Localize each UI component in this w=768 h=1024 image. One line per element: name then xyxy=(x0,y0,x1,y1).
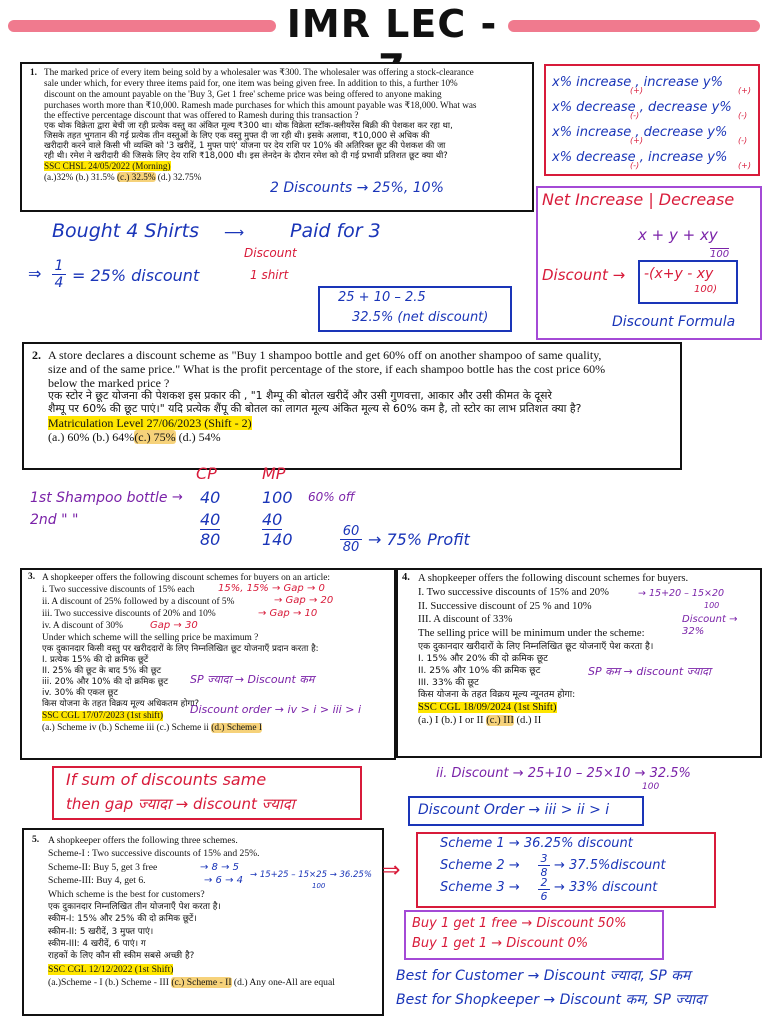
q1-hi-line: जिसके तहत भुगतान की गई प्रत्येक तीन वस्तुओं के लिए एक वस्तु मुफ्त दी जा रही थी। इसके अलावा, ₹10,000 से अधिक की xyxy=(44,130,430,141)
q3-line: iv. A discount of 30% xyxy=(42,621,123,632)
best-shopkeeper: Best for Shopkeeper → Discount कम, SP ज्यादा xyxy=(396,992,707,1008)
q3-note: Gap → 30 xyxy=(150,620,198,631)
frac-den: 6 xyxy=(538,889,550,903)
q5-line: Scheme-I : Two successive discounts of 15% and 25%. xyxy=(48,848,260,860)
rule-a: x% decrease xyxy=(552,150,636,165)
correct-answer: (c.) 75% xyxy=(134,430,176,445)
correct-answer: (d.) Scheme I xyxy=(211,723,262,734)
frac-result: = 25% discount xyxy=(72,266,200,285)
discount-formula: -(x+y - xy xyxy=(644,266,714,282)
q1-hi-line: एक थोक विक्रेता द्वारा बेची जा रही प्रत्येक वस्तु का अंकित मूल्य ₹300 था। थोक विक्रेता स्टॉक-क्लीयरेंस बिक्री की पेशकश कर रहा था, xyxy=(44,120,453,131)
q3-line: iv. 30% की एकल छूट xyxy=(42,688,118,699)
frac-den: 8 xyxy=(538,865,550,879)
sixty-off: 60% off xyxy=(308,490,355,504)
net-den: 100 xyxy=(710,249,730,260)
question-2-box xyxy=(22,342,682,470)
frac-num: 1 xyxy=(54,258,64,274)
rule-b: , decrease y% xyxy=(639,100,732,115)
one-shirt-note: 1 shirt xyxy=(250,268,289,282)
q2-en-line: size and of the same price." What is the profit percentage of the store, if each shampoo bottle has the cost price 60% xyxy=(48,362,606,377)
options: (a.) Scheme iv (b.) Scheme iii (c.) Scheme ii xyxy=(42,723,212,734)
sign-minus: (-) xyxy=(738,136,748,145)
sign-plus: (+) xyxy=(630,136,643,145)
q3-line: किस योजना के तहत विक्रय मूल्य अधिकतम होगा? xyxy=(42,699,200,710)
arrow-icon: ⟶ xyxy=(224,225,245,241)
sign-minus: (-) xyxy=(630,161,640,170)
options: (d.) 32.75% xyxy=(155,171,202,182)
q5-line: स्कीम-III: 4 खरीदें, 6 पाएं। ग xyxy=(48,939,146,950)
q4-note: 100 xyxy=(704,601,720,610)
options: (d.) 54% xyxy=(175,430,221,445)
scheme-fraction xyxy=(538,876,550,903)
question-number: 4. xyxy=(402,572,410,583)
best-customer: Best for Customer → Discount ज्यादा, SP कम xyxy=(396,968,691,984)
q1-hi-line: रही थी। रमेश ने खरीदारी की जिसके लिए देय राशि ₹18,000 थी। इस लेनदेन के दौरान रमेश को दी गई प्रभावी प्रतिशत छूट क्या थी? xyxy=(44,150,448,161)
rule-b: , increase y% xyxy=(635,75,723,90)
q4-line: I. Two successive discounts of 15% and 20% xyxy=(418,586,609,598)
correct-answer: (c.) 32.5% xyxy=(116,171,156,182)
scheme-result: → 33% discount xyxy=(554,880,658,895)
rule-a: x% increase xyxy=(552,75,632,90)
q1-hi-line: खरीदारी करने वाले किसी भी व्यक्ति को '3 खरीदें, 1 मुफ्त पाएं' योजना पर देय राशि पर 10% की अतिरिक्त छूट की पेशकश की जा xyxy=(44,140,446,151)
sign-minus: (-) xyxy=(738,111,748,120)
rule-line: then gap ज्यादा → discount ज्यादा xyxy=(66,795,295,813)
q3-note: SP ज्यादा → Discount कम xyxy=(190,673,315,686)
row2-mp: 40 xyxy=(262,510,283,529)
discount-formula-box xyxy=(638,260,738,304)
q4-line: II. 25% और 10% की क्रमिक छूट xyxy=(418,664,541,676)
arrow-icon: → xyxy=(172,490,183,505)
q1-en-line: discount on the amount payable on the 'Buy 3, Get 1 free' scheme price was being offered to anyone making xyxy=(44,88,442,99)
scheme-fraction xyxy=(538,852,550,879)
fraction xyxy=(52,258,66,291)
rule-line: If sum of discounts same xyxy=(66,770,267,789)
q2-hi-line: एक स्टोर ने छूट योजना की पेशकश इस प्रकार की , "1 शैम्पू की बोतल खरीदें और उसी गुणवत्ता, आकार और उसी कीमत के दूसरे xyxy=(48,389,552,403)
q3-line: i. Two successive discounts of 15% each xyxy=(42,585,195,596)
discount-order: Discount Order → iii > ii > i xyxy=(418,802,610,818)
bought-note: Bought 4 Shirts xyxy=(52,220,199,242)
q4-line: A shopkeeper offers the following discount schemes for buyers. xyxy=(418,573,689,584)
q1-en-line: purchases worth more than ₹10,000. Ramesh made purchases for which this amount payable was ₹18,000. What was xyxy=(44,99,477,110)
net-formula-box xyxy=(536,186,762,340)
arrow-icon: ⇒ xyxy=(382,858,401,883)
header-bar-right xyxy=(508,20,760,32)
q2-en-line: below the marked price ? xyxy=(48,376,170,391)
question-number: 3. xyxy=(28,572,36,582)
q4-line: II. Successive discount of 25 % and 10% xyxy=(418,600,592,612)
q1-en-line: the effective percentage discount that was offered to Ramesh during this transaction ? xyxy=(44,110,359,121)
ii-discount-den: 100 xyxy=(642,782,660,792)
q3-note: → Gap → 10 xyxy=(258,608,318,619)
exam-tag: Matriculation Level 27/06/2023 (Shift - 2) xyxy=(48,415,252,430)
two-discounts-note: 2 Discounts → 25%, 10% xyxy=(270,180,444,196)
sum-mp: 140 xyxy=(262,530,293,549)
q4-line: एक दुकानदार खरीदारों के लिए निम्नलिखित छूट योजनाएँ पेश करता है। xyxy=(418,640,654,652)
q3-line: II. 25% की छूट के बाद 5% की छूट xyxy=(42,666,162,677)
row1-mp: 100 xyxy=(262,488,293,507)
question-number: 1. xyxy=(30,67,37,77)
correct-answer: (c.) Scheme - II xyxy=(171,977,232,989)
q5-line: Which scheme is the best for customers? xyxy=(48,888,205,900)
question-number: 2. xyxy=(32,348,41,362)
frac-den: 4 xyxy=(52,274,66,291)
discount-label: Discount → xyxy=(542,266,626,284)
question-5-box xyxy=(22,828,384,1016)
question-4-box xyxy=(396,568,762,758)
calc-line: 25 + 10 – 2.5 xyxy=(338,290,426,305)
exam-tag: SSC CGL 17/07/2023 (1st shift) xyxy=(42,711,164,722)
q3-note: 15%, 15% → Gap → 0 xyxy=(218,583,325,594)
scheme-line: Scheme 2 → xyxy=(440,858,520,873)
net-discount-box xyxy=(318,286,512,332)
q5-note: → 8 → 5 xyxy=(200,862,240,873)
question-3-box xyxy=(20,568,396,760)
calc-line: 32.5% (net discount) xyxy=(352,310,489,325)
q3-line: I. प्रत्येक 15% की दो क्रमिक छूटें xyxy=(42,655,149,666)
frac-num: 2 xyxy=(540,876,548,889)
q5-line: A shopkeeper offers the following three schemes. xyxy=(48,835,238,846)
rule-a: x% decrease xyxy=(552,100,636,115)
rule-b: , increase y% xyxy=(639,150,728,165)
page-title: IMR LEC - xyxy=(286,2,498,46)
net-title: Net Increase | Decrease xyxy=(542,190,735,209)
frac-num: 3 xyxy=(540,852,548,865)
options: (a.) 60% (b.) 64% xyxy=(48,430,135,445)
discount-order-box xyxy=(408,796,644,826)
exam-tag: SSC CGL 12/12/2022 (1st Shift) xyxy=(48,963,174,975)
q3-note: Discount order → iv > i > iii > i xyxy=(190,703,361,716)
q5-line: राहकों के लिए कौन सी स्कीम सबसे अच्छी है? xyxy=(48,951,195,962)
sign-plus: (+) xyxy=(738,86,751,95)
options: (a.)Scheme - I (b.) Scheme - III xyxy=(48,977,172,989)
q5-line: स्कीम-I: 15% और 25% की दो क्रमिक छूटें। xyxy=(48,914,197,925)
q3-line: Under which scheme will the selling price be maximum ? xyxy=(42,633,259,644)
row2-label: 2nd " " xyxy=(30,512,79,528)
q5-line: Scheme-II: Buy 5, get 3 free xyxy=(48,861,158,873)
net-formula: x + y + xy xyxy=(638,226,718,244)
q4-line: III. 33% की छूट xyxy=(418,676,479,688)
bogo-line: Buy 1 get 1 → Discount 0% xyxy=(412,936,589,951)
q5-line: एक दुकानदार निम्नलिखित तीन योजनाएँ पेश करता है। xyxy=(48,902,221,913)
arrow-icon: ⇒ xyxy=(28,264,42,283)
rule-b: , decrease y% xyxy=(635,125,728,140)
scheme-line: Scheme 3 → xyxy=(440,880,520,895)
header-bar-left xyxy=(8,20,276,32)
q5-note: 100 xyxy=(312,882,326,890)
scheme-line: Scheme 1 → 36.25% discount xyxy=(440,836,633,851)
q3-line: ii. A discount of 25% followed by a discount of 5% xyxy=(42,597,235,608)
q4-note: Discount → 32% xyxy=(682,614,738,637)
sign-minus: (-) xyxy=(630,111,640,120)
ii-discount-note: ii. Discount → 25+10 – 25×10 → 32.5% xyxy=(436,766,691,781)
discount-note: Discount xyxy=(244,246,297,260)
sign-plus: (+) xyxy=(738,161,751,170)
exam-tag: SSC CHSL 24/05/2022 (Morning) xyxy=(44,160,171,171)
sum-cp: 80 xyxy=(200,530,221,549)
profit-den: 80 xyxy=(340,539,362,555)
q5-line: Scheme-III: Buy 4, get 6. xyxy=(48,875,146,887)
question-number: 5. xyxy=(32,834,40,845)
scheme-result: → 37.5%discount xyxy=(554,858,666,873)
q4-line: किस योजना के तहत विक्रय मूल्य न्यूनतम होगा: xyxy=(418,688,576,700)
q3-line: iii. Two successive discounts of 20% and 10% xyxy=(42,609,216,620)
q3-line: A shopkeeper offers the following discount schemes for buyers on an article: xyxy=(42,573,331,583)
rule-box xyxy=(52,766,362,820)
cp-label: CP xyxy=(196,464,217,483)
profit-num: 60 xyxy=(342,524,360,539)
rule-a: x% increase xyxy=(552,125,632,140)
options: (a.)32% (b.) 31.5% xyxy=(44,171,117,182)
q2-hi-line: शैम्पू पर 60% की छूट पाएं।" यदि प्रत्येक शैंपू की बोतल का लागत मूल्य अंकित मूल्य से 60% कम है, तो स्टोर का लाभ प्रतिशत क्या है? xyxy=(48,402,582,416)
options: (a.) I (b.) I or II xyxy=(418,715,487,727)
profit-result: → 75% Profit xyxy=(368,530,470,549)
row1-label: 1st Shampoo bottle xyxy=(30,490,168,506)
q4-line: I. 15% और 20% की दो क्रमिक छूट xyxy=(418,652,548,664)
scheme-box xyxy=(416,832,716,908)
correct-answer: (c.) III xyxy=(486,715,514,727)
q4-note: → 15+20 – 15×20 xyxy=(638,588,725,599)
discount-formula-label: Discount Formula xyxy=(612,314,736,330)
q4-line: The selling price will be minimum under the scheme: xyxy=(418,628,645,640)
paid-note: Paid for 3 xyxy=(290,220,381,242)
q1-en-line: sale under which, for every three items paid for, one item was being given free. In addition to this, a further 10% xyxy=(44,77,458,88)
discount-den: 100) xyxy=(694,284,717,295)
row2-cp: 40 xyxy=(200,510,221,529)
q5-note: → 6 → 4 xyxy=(204,875,244,886)
q3-note: → Gap → 20 xyxy=(274,595,334,606)
bogo-box xyxy=(404,910,664,960)
exam-tag: SSC CGL 18/09/2024 (1st Shift) xyxy=(418,701,557,713)
q2-en-line: A store declares a discount scheme as "Buy 1 shampoo bottle and get 60% off on another shampoo of same quality, xyxy=(48,348,602,362)
q1-en-line: The marked price of every item being sold by a wholesaler was ₹300. The wholesaler was offering a stock-clearance xyxy=(44,67,474,77)
q3-line: एक दुकानदार किसी वस्तु पर खरीददारों के लिए निम्नलिखित छूट योजनाएँ प्रदान करता है: xyxy=(42,644,319,655)
sign-plus: (+) xyxy=(630,86,643,95)
q3-line: iii. 20% और 10% की दो क्रमिक छूट xyxy=(42,677,169,688)
q5-note: → 15+25 – 15×25 → 36.25% xyxy=(250,870,372,880)
rules-box xyxy=(544,64,760,176)
options: (d.) Any one-All are equal xyxy=(231,977,335,989)
mp-label: MP xyxy=(262,464,286,483)
q4-line: III. A discount of 33% xyxy=(418,614,513,626)
bogo-line: Buy 1 get 1 free → Discount 50% xyxy=(412,916,627,931)
row1-cp: 40 xyxy=(200,488,221,507)
q5-line: स्कीम-II: 5 खरीदें, 3 मुफ्त पाएं। xyxy=(48,926,154,937)
options: (d.) II xyxy=(513,715,542,727)
profit-fraction xyxy=(340,524,362,555)
q4-note: SP कम → discount ज्यादा xyxy=(588,665,711,678)
